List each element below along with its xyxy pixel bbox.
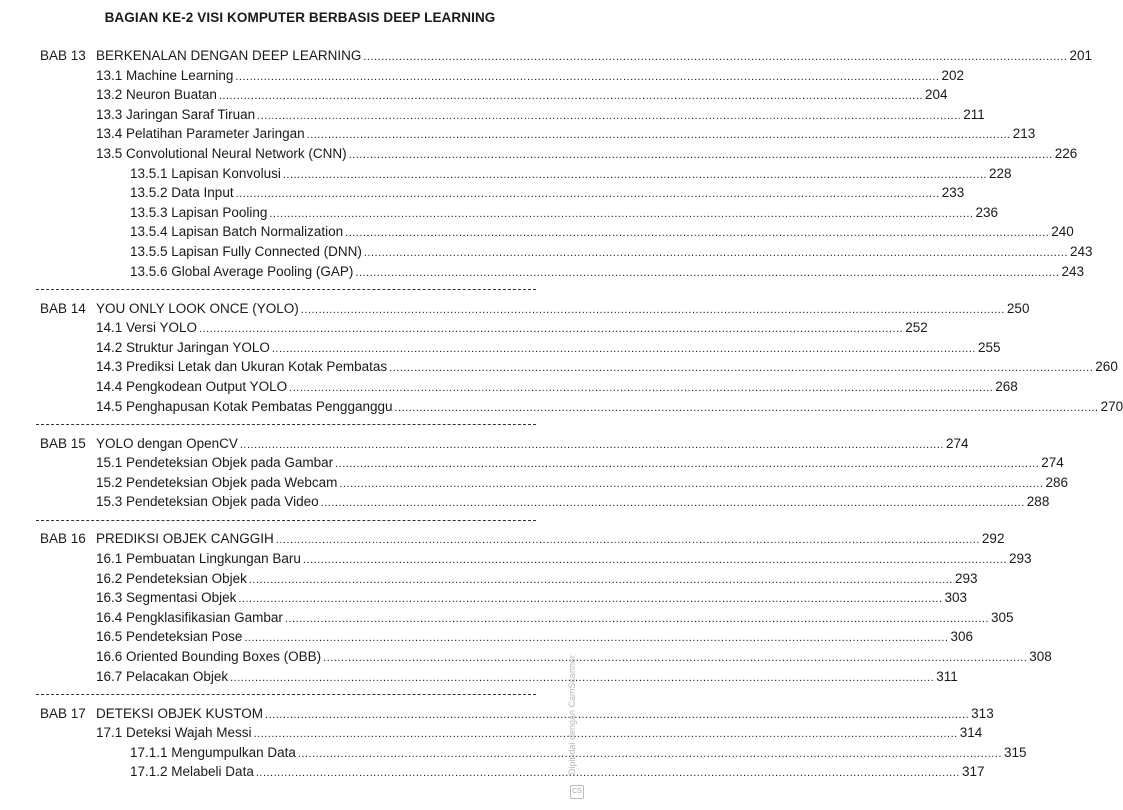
page-number: 314 bbox=[959, 725, 983, 741]
chapter-row bbox=[0, 529, 1005, 549]
page-number: 204 bbox=[924, 87, 948, 103]
dot-leader: ...................................................................................................................................................................................................... bbox=[253, 728, 958, 741]
dot-leader: ...................................................................................................................................................................................................... bbox=[265, 708, 970, 721]
toc-entry[interactable] bbox=[96, 473, 1069, 494]
page-number: 201 bbox=[1069, 48, 1092, 63]
section-row bbox=[0, 588, 967, 608]
dot-leader: ...................................................................................................................................................................................................... bbox=[306, 129, 1011, 142]
dot-leader: ...................................................................................................................................................................................................... bbox=[269, 207, 974, 220]
section-row bbox=[0, 144, 1078, 164]
toc-entry[interactable] bbox=[96, 299, 1030, 320]
entry-title: 14.3 Prediksi Letak dan Ukuran Kotak Pembatas bbox=[96, 359, 388, 375]
dot-leader: ...................................................................................................................................................................................................... bbox=[302, 554, 1008, 566]
dot-leader: ...................................................................................................................................................................................................... bbox=[235, 70, 940, 83]
toc-entry[interactable] bbox=[96, 66, 965, 87]
toc-entry[interactable] bbox=[130, 743, 1027, 764]
dot-leader: ...................................................................................................................................................................................................... bbox=[389, 362, 1094, 375]
toc-entry[interactable] bbox=[130, 762, 985, 783]
page-number: 288 bbox=[1026, 494, 1050, 510]
entry-title: 14.2 Struktur Jaringan YOLO bbox=[96, 339, 270, 355]
section-row bbox=[0, 203, 999, 223]
entry-title: 14.4 Pengkodean Output YOLO bbox=[96, 379, 288, 394]
page-number: 243 bbox=[1061, 263, 1085, 279]
section-row bbox=[0, 164, 1012, 184]
page-number: 260 bbox=[1095, 359, 1118, 375]
toc-entry[interactable] bbox=[96, 46, 1092, 67]
chapter-row bbox=[0, 299, 1030, 319]
entry-title: BERKENALAN DENGAN DEEP LEARNING bbox=[96, 48, 362, 63]
section-row bbox=[0, 105, 985, 125]
toc-entry[interactable] bbox=[96, 704, 994, 725]
entry-title: 16.5 Pendeteksian Pose bbox=[96, 629, 243, 645]
entry-title: PREDIKSI OBJEK CANGGIH bbox=[96, 531, 274, 547]
page-number: 315 bbox=[1003, 744, 1027, 760]
dot-leader: ...................................................................................................................................................................................................... bbox=[323, 652, 1028, 664]
dot-leader: ...................................................................................................................................................................................................... bbox=[239, 438, 944, 451]
entry-title: 14.1 Versi YOLO bbox=[96, 320, 198, 336]
dot-leader: ...................................................................................................................................................................................................... bbox=[363, 51, 1068, 63]
page-number: 228 bbox=[989, 165, 1012, 181]
toc-entry[interactable] bbox=[96, 434, 969, 455]
chapter-number: BAB 13 bbox=[40, 48, 86, 63]
chapter-row bbox=[0, 46, 1092, 66]
dot-leader: ...................................................................................................................................................................................................... bbox=[284, 612, 989, 625]
entry-title: 15.2 Pendeteksian Objek pada Webcam bbox=[96, 474, 338, 490]
toc-entry[interactable] bbox=[130, 164, 1012, 185]
dot-leader: ...................................................................................................................................................................................................... bbox=[320, 497, 1025, 510]
dot-leader: ...................................................................................................................................................................................................... bbox=[271, 342, 976, 355]
toc-entry[interactable] bbox=[96, 318, 928, 339]
toc-entry[interactable] bbox=[96, 667, 958, 688]
section-row bbox=[0, 222, 1074, 242]
dot-leader: ...................................................................................................................................................................................................... bbox=[297, 747, 1002, 760]
page-number: 308 bbox=[1029, 649, 1052, 664]
dot-leader: ...................................................................................................................................................................................................... bbox=[275, 534, 980, 547]
section-row bbox=[0, 492, 1050, 512]
page-number: 292 bbox=[981, 531, 1005, 547]
entry-title: 16.6 Oriented Bounding Boxes (OBB) bbox=[96, 649, 322, 664]
section-row bbox=[0, 377, 1018, 397]
entry-title: 16.2 Pendeteksian Objek bbox=[96, 570, 247, 586]
page-number: 293 bbox=[1009, 551, 1032, 566]
page-number: 274 bbox=[1041, 455, 1064, 471]
section-row bbox=[0, 473, 1069, 493]
toc-entry[interactable] bbox=[96, 529, 1005, 550]
toc-entry[interactable] bbox=[96, 397, 1123, 418]
toc-entry[interactable] bbox=[96, 569, 978, 590]
toc-entry[interactable] bbox=[96, 338, 1001, 359]
dot-leader: ...................................................................................................................................................................................................... bbox=[235, 188, 940, 201]
page-number: 213 bbox=[1012, 126, 1036, 142]
section-row bbox=[0, 608, 1014, 628]
dot-leader: ...................................................................................................................................................................................................... bbox=[257, 109, 962, 122]
chapter-number: BAB 16 bbox=[40, 531, 86, 547]
page-number: 317 bbox=[961, 764, 985, 780]
entry-title: 13.5.4 Lapisan Batch Normalization bbox=[130, 224, 344, 240]
page-number: 255 bbox=[977, 339, 1001, 355]
page-number: 306 bbox=[950, 629, 974, 645]
page-number: 286 bbox=[1045, 474, 1069, 490]
page-number: 268 bbox=[995, 379, 1018, 394]
section-divider bbox=[36, 694, 536, 695]
entry-title: 13.5.6 Global Average Pooling (GAP) bbox=[130, 263, 354, 279]
section-divider bbox=[36, 424, 536, 425]
section-row bbox=[0, 667, 958, 687]
page-number: 240 bbox=[1051, 224, 1074, 240]
section-row bbox=[0, 397, 1123, 417]
toc-entry[interactable] bbox=[130, 222, 1074, 243]
toc-entry[interactable] bbox=[96, 377, 1018, 398]
section-row bbox=[0, 647, 1052, 667]
section-row bbox=[0, 357, 1118, 377]
section-row bbox=[0, 549, 1032, 569]
entry-title: 17.1 Deteksi Wajah Messi bbox=[96, 725, 252, 741]
page-number: 233 bbox=[941, 185, 965, 201]
entry-title: 13.1 Machine Learning bbox=[96, 67, 234, 83]
dot-leader: ...................................................................................................................................................................................................... bbox=[238, 593, 943, 606]
entry-title: 13.5 Convolutional Neural Network (CNN) bbox=[96, 146, 347, 161]
toc-entry[interactable] bbox=[96, 723, 983, 744]
toc-entry[interactable] bbox=[96, 588, 967, 609]
toc-entry[interactable] bbox=[96, 492, 1050, 513]
entry-title: 16.4 Pengklasifikasian Gambar bbox=[96, 609, 283, 625]
entry-title: 16.7 Pelacakan Objek bbox=[96, 668, 229, 684]
page-number: 311 bbox=[936, 668, 958, 684]
dot-leader: ...................................................................................................................................................................................................... bbox=[363, 247, 1068, 259]
section-row bbox=[0, 627, 974, 647]
toc-entry[interactable] bbox=[130, 183, 965, 204]
page-number: 270 bbox=[1100, 398, 1123, 414]
chapter-row bbox=[0, 704, 994, 724]
page-number: 305 bbox=[990, 609, 1014, 625]
section-divider bbox=[36, 289, 536, 290]
page-number: 202 bbox=[941, 67, 965, 83]
toc-entry[interactable] bbox=[96, 105, 985, 126]
entry-title: YOU ONLY LOOK ONCE (YOLO) bbox=[96, 300, 299, 316]
scanner-watermark: Dipindai dengan CamScanner bbox=[567, 655, 577, 776]
page-number: 250 bbox=[1006, 300, 1030, 316]
toc-entry[interactable] bbox=[96, 144, 1078, 165]
dot-leader: ...................................................................................................................................................................................................... bbox=[248, 573, 953, 586]
page-number: 252 bbox=[905, 320, 928, 336]
page-number: 243 bbox=[1070, 244, 1093, 259]
toc-entry[interactable] bbox=[96, 85, 948, 106]
entry-title: 15.3 Pendeteksian Objek pada Video bbox=[96, 494, 319, 510]
entry-title: YOLO dengan OpenCV bbox=[96, 435, 238, 451]
toc-entry[interactable] bbox=[130, 262, 1085, 283]
section-row bbox=[0, 183, 965, 203]
page-number: 211 bbox=[963, 106, 985, 122]
entry-title: 13.2 Neuron Buatan bbox=[96, 87, 217, 103]
dot-leader: ...................................................................................................................................................................................................... bbox=[244, 632, 949, 645]
dot-leader: ...................................................................................................................................................................................................... bbox=[218, 90, 923, 103]
page-number: 293 bbox=[954, 570, 978, 586]
entry-title: 17.1.1 Mengumpulkan Data bbox=[130, 744, 296, 760]
toc-entry[interactable] bbox=[96, 608, 1014, 629]
entry-title: 14.5 Penghapusan Kotak Pembatas Pengganggu bbox=[96, 398, 393, 414]
dot-leader: ...................................................................................................................................................................................................... bbox=[282, 168, 987, 181]
entry-title: 17.1.2 Melabeli Data bbox=[130, 764, 254, 780]
dot-leader: ...................................................................................................................................................................................................... bbox=[355, 266, 1060, 279]
section-row bbox=[0, 453, 1064, 473]
toc-entry[interactable] bbox=[96, 549, 1032, 570]
toc-entry[interactable] bbox=[96, 647, 1052, 668]
section-row bbox=[0, 762, 985, 782]
section-row bbox=[0, 262, 1085, 282]
section-row bbox=[0, 85, 948, 105]
page-number: 274 bbox=[945, 435, 969, 451]
toc-entry[interactable] bbox=[96, 453, 1064, 474]
dot-leader: ...................................................................................................................................................................................................... bbox=[230, 671, 935, 684]
toc-entry[interactable] bbox=[96, 357, 1118, 378]
section-row bbox=[0, 66, 965, 86]
toc-entry[interactable] bbox=[130, 242, 1093, 263]
section-row bbox=[0, 124, 1036, 144]
page-number: 236 bbox=[975, 204, 999, 220]
page-title: BAGIAN KE-2 VISI KOMPUTER BERBASIS DEEP LEARNING bbox=[104, 10, 496, 25]
section-divider bbox=[36, 520, 536, 521]
section-row bbox=[0, 569, 978, 589]
page-number: 303 bbox=[944, 590, 967, 606]
toc-entry[interactable] bbox=[96, 627, 974, 648]
dot-leader: ...................................................................................................................................................................................................... bbox=[255, 767, 960, 780]
chapter-number: BAB 15 bbox=[40, 435, 86, 451]
entry-title: 13.3 Jaringan Saraf Tiruan bbox=[96, 106, 256, 122]
entry-title: 13.5.3 Lapisan Pooling bbox=[130, 204, 268, 220]
entry-title: 13.4 Pelatihan Parameter Jaringan bbox=[96, 126, 305, 142]
entry-title: 13.5.1 Lapisan Konvolusi bbox=[130, 165, 281, 181]
section-row bbox=[0, 242, 1093, 262]
dot-leader: ...................................................................................................................................................................................................... bbox=[345, 227, 1050, 240]
entry-title: 16.3 Segmentasi Objek bbox=[96, 590, 237, 606]
chapter-number: BAB 17 bbox=[40, 705, 86, 721]
dot-leader: ...................................................................................................................................................................................................... bbox=[199, 323, 904, 336]
dot-leader: ...................................................................................................................................................................................................... bbox=[394, 401, 1099, 414]
dot-leader: ...................................................................................................................................................................................................... bbox=[348, 149, 1053, 161]
dot-leader: ...................................................................................................................................................................................................... bbox=[335, 458, 1040, 471]
section-row bbox=[0, 723, 983, 743]
chapter-row bbox=[0, 434, 969, 454]
entry-title: 16.1 Pembuatan Lingkungan Baru bbox=[96, 551, 301, 566]
toc-entry[interactable] bbox=[96, 124, 1036, 145]
entry-title: 13.5.5 Lapisan Fully Connected (DNN) bbox=[130, 244, 362, 259]
entry-title: DETEKSI OBJEK KUSTOM bbox=[96, 705, 264, 721]
dot-leader: ...................................................................................................................................................................................................... bbox=[300, 303, 1005, 316]
page-number: 226 bbox=[1054, 146, 1078, 161]
page-number: 313 bbox=[971, 705, 994, 721]
dot-leader: ...................................................................................................................................................................................................... bbox=[289, 382, 994, 394]
section-row bbox=[0, 318, 928, 338]
section-row bbox=[0, 743, 1027, 763]
entry-title: 13.5.2 Data Input bbox=[130, 185, 234, 201]
entry-title: 15.1 Pendeteksian Objek pada Gambar bbox=[96, 455, 334, 471]
dot-leader: ...................................................................................................................................................................................................... bbox=[339, 477, 1044, 490]
toc-entry[interactable] bbox=[130, 203, 999, 224]
camscanner-logo-icon: CS bbox=[570, 785, 584, 799]
section-row bbox=[0, 338, 1001, 358]
chapter-number: BAB 14 bbox=[40, 300, 86, 316]
